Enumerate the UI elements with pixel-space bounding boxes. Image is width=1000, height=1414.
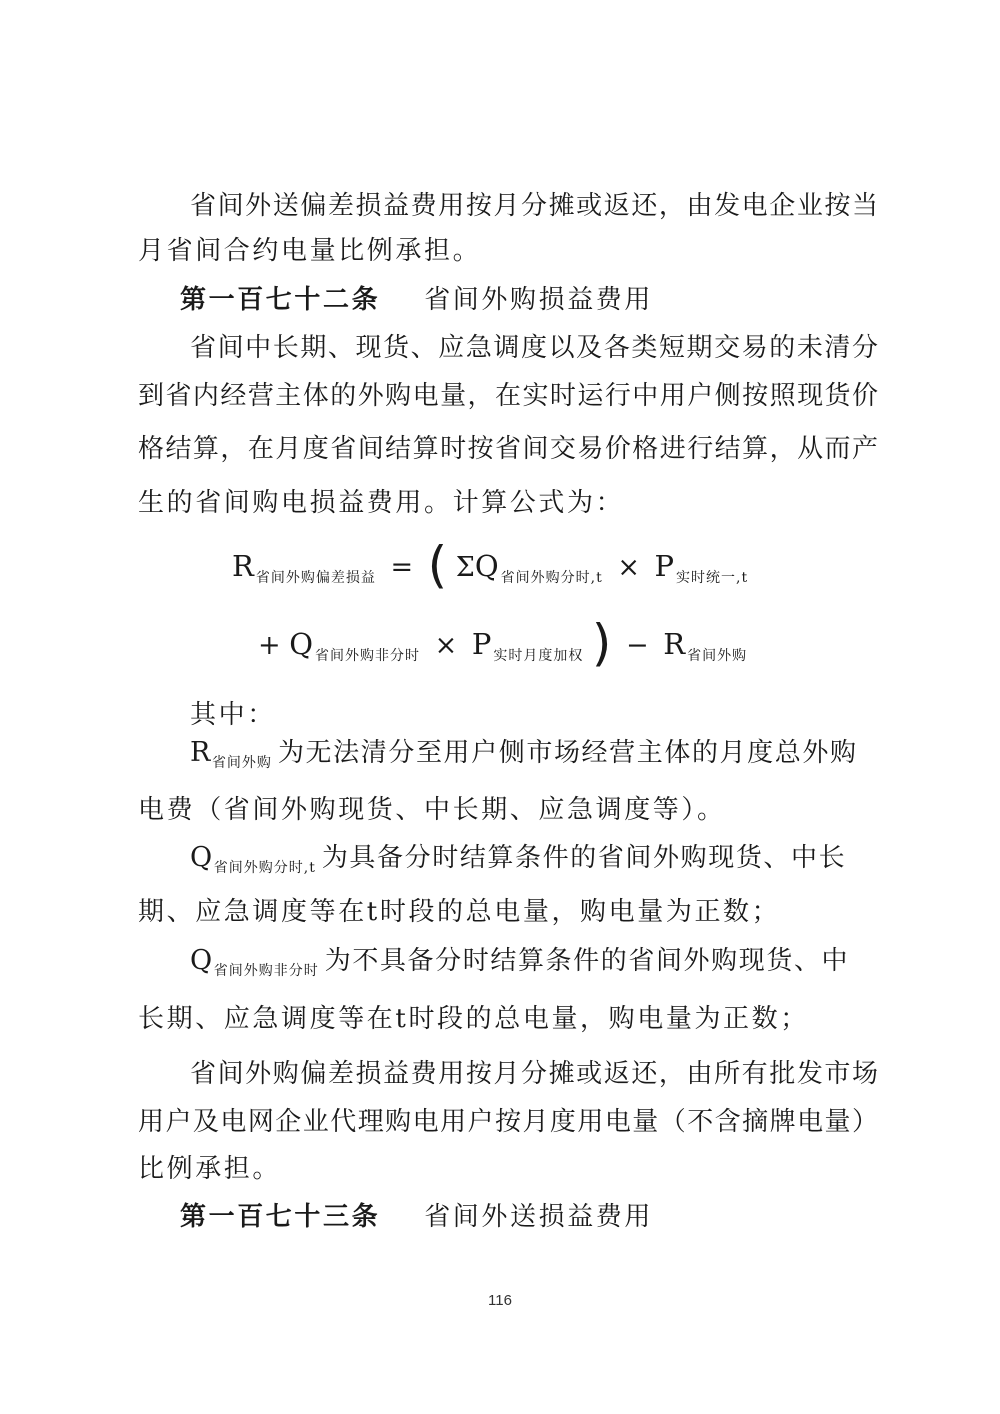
definition-variable: Q	[190, 842, 214, 873]
formula-times: ×	[434, 630, 458, 661]
definition-text: 为不具备分时结算条件的省间外购现货、中	[324, 946, 850, 976]
paragraph-line: 省间外送偏差损益费用按月分摊或返还，由发电企业按当	[190, 191, 878, 221]
formula-line-1	[232, 536, 749, 595]
formula-var-q: Q	[474, 549, 499, 583]
paragraph-line: 到省内经营主体的外购电量，在实时运行中用户侧按照现货价	[138, 381, 878, 411]
formula-subscript: 实时统一,t	[676, 570, 749, 586]
paragraph-line: 月省间合约电量比例承担。	[138, 236, 482, 266]
formula-subscript: 省间外购分时,t	[500, 570, 603, 586]
paragraph-line: 期、应急调度等在t时段的总电量，购电量为正数；	[138, 897, 781, 927]
paragraph-line: 省间中长期、现货、应急调度以及各类短期交易的未清分	[190, 333, 878, 363]
definition-subscript: 省间外购	[211, 755, 272, 771]
formula-line-2	[258, 614, 748, 673]
paragraph-line: 省间外购偏差损益费用按月分摊或返还，由所有批发市场	[190, 1059, 878, 1089]
definition-subscript: 省间外购分时,t	[213, 860, 316, 876]
formula-var-q: Q	[289, 627, 313, 661]
definition-r	[190, 738, 878, 778]
formula-var-p: P	[471, 627, 492, 661]
formula-left-paren: (	[427, 536, 448, 594]
formula-times: ×	[617, 552, 640, 583]
definition-text: 为无法清分至用户侧市场经营主体的月度总外购	[277, 738, 858, 768]
article-title: 省间外送损益费用	[424, 1202, 654, 1232]
definition-text: 为具备分时结算条件的省间外购现货、中长	[321, 843, 847, 873]
paragraph-line: 电费（省间外购现货、中长期、应急调度等）。	[138, 795, 726, 825]
formula-var-r: R	[663, 627, 686, 661]
definition-q-timed	[190, 843, 878, 883]
formula-right-paren: )	[591, 614, 612, 672]
article-173-heading	[180, 1202, 920, 1232]
definition-variable: Q	[190, 945, 214, 976]
formula-subscript: 省间外购	[687, 648, 748, 664]
formula-minus: −	[626, 630, 649, 661]
definition-subscript: 省间外购非分时	[213, 963, 319, 979]
paragraph-line: 用户及电网企业代理购电用户按月度用电量（不含摘牌电量）	[138, 1107, 878, 1137]
formula-sigma: Σ	[455, 552, 475, 583]
definition-variable: R	[190, 737, 212, 768]
paragraph-line: 长期、应急调度等在t时段的总电量，购电量为正数；	[138, 1004, 809, 1034]
where-label: 其中：	[190, 700, 276, 730]
article-number: 第一百七十二条	[180, 285, 381, 315]
article-172-heading	[180, 285, 920, 315]
article-number: 第一百七十三条	[180, 1202, 381, 1232]
paragraph-line: 生的省间购电损益费用。计算公式为：	[138, 488, 625, 518]
page-number: 116	[488, 1292, 512, 1309]
formula-var-r: R	[232, 549, 254, 583]
formula-plus: +	[258, 630, 281, 661]
formula-subscript: 省间外购偏差损益	[255, 570, 376, 586]
formula-subscript: 省间外购非分时	[315, 648, 420, 664]
formula-var-p: P	[654, 549, 675, 583]
paragraph-line: 格结算，在月度省间结算时按省间交易价格进行结算，从而产	[138, 434, 878, 464]
formula-equals: =	[390, 552, 414, 583]
formula-subscript: 实时月度加权	[493, 648, 584, 664]
paragraph-line: 比例承担。	[138, 1154, 282, 1184]
article-title: 省间外购损益费用	[424, 285, 654, 315]
definition-q-untimed	[190, 946, 878, 986]
